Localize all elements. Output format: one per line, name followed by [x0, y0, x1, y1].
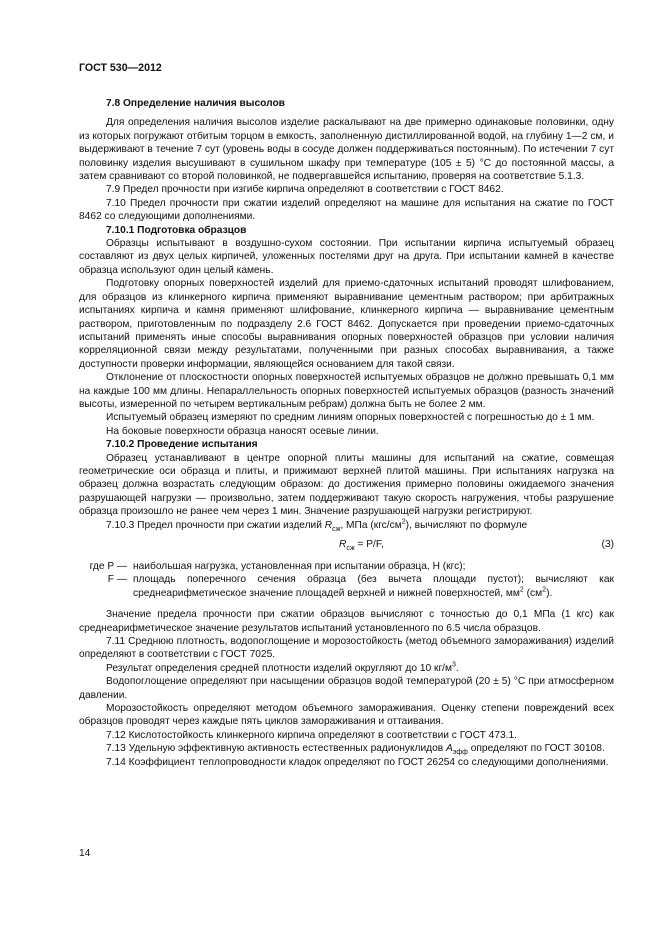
- section-7-10-1-paragraph: Отклонение от плоскостности опорных поверхностей испытуемых образцов не должно превышать 0,1 мм на каждые 100 мм длины. Непараллельность опорных поверхностей испытуемых образцов (разность значений высоты, измеренной по четырем вертикальным ребрам) должна быть не более 2 мм.: [79, 372, 614, 410]
- calculation-paragraph: Значение предела прочности при сжатии образцов вычисляют с точностью до 0,1 МПа (1 кгс) как среднеарифметическое значение результатов испытаний установленного по 6.5 числа образцов.: [79, 609, 614, 634]
- section-7-10-3: 7.10.3 Предел прочности при сжатии изделий $R_{сж}$, МПа $(кгс/см^2)$, вычисляют по формуле: [106, 518, 528, 533]
- formula-3: [79, 536, 614, 554]
- section-7-14: 7.14 Коэффициент теплопроводности кладок определяют по ГОСТ 26254 со следующими дополнениями.: [106, 756, 609, 768]
- frost-resistance-paragraph: Морозостойкость определяют методом объемного замораживания. Оценку степени повреждений всех образцов проводят через каждые пять циклов замораживания и оттаивания.: [79, 703, 614, 728]
- section-7-12: 7.12 Кислотостойкость клинкерного кирпича определяют в соответствии с ГОСТ 473.1.: [106, 729, 517, 741]
- water-absorption-paragraph: Водопоглощение определяют при насыщении образцов водой температурой (20 ± 5) °С при атмосферном давлении.: [79, 676, 614, 701]
- density-paragraph: Результат определения средней плотности изделий округляют до 10 $кг/м^3$.: [106, 661, 459, 674]
- formula-definitions: [79, 560, 614, 600]
- section-7-10: 7.10 Предел прочности при сжатии изделий определяют на машине для испытания на сжатие по ГОСТ 8462 со следующими дополнениями.: [79, 197, 614, 223]
- page-body: [79, 97, 614, 769]
- section-7-9: 7.9 Предел прочности при изгибе кирпича определяют в соответствии с ГОСТ 8462.: [106, 184, 504, 196]
- document-header: ГОСТ 530—2012: [79, 62, 162, 74]
- section-7-10-1-paragraph: На боковые поверхности образца наносят осевые линии.: [106, 425, 379, 437]
- section-7-10-2-title: 7.10.2 Проведение испытания: [106, 439, 258, 451]
- formula-expression: $R_{сж} = P/F$,: [339, 539, 384, 553]
- section-7-10-1-paragraph: Испытуемый образец измеряют по средним линиям опорных поверхностей с погрешностью до ± 1 мм.: [106, 412, 595, 424]
- section-7-10-1-paragraph: Образцы испытывают в воздушно-сухом состоянии. При испытании кирпича испытуемый образец составляют из двух целых кирпичей, уложенных постелями друг на друга. При испытании камней в качестве образца используют один целый камень.: [79, 238, 614, 276]
- section-7-13: 7.13 Удельную эффективную активность естественных радионуклидов $A_{эфф}$ определяют по ГОСТ 30108.: [106, 743, 605, 757]
- section-7-10-1-title: 7.10.1 Подготовка образцов: [106, 224, 247, 236]
- section-7-8-title: 7.8 Определение наличия высолов: [106, 98, 285, 109]
- section-7-10-2-paragraph: Образец устанавливают в центре опорной плиты машины для испытаний на сжатие, совмещая геометрические оси образца и плиты, и прижимают верхней плитой машины. При испытаниях нагрузка на образец должна возрастать следующим образом: до достижения примерно половины ожидаемого значения разрушающей нагрузки — произвольно, затем поддерживают такую скорость нагружения, чтобы разрушение образца произошло не ранее чем через 1 мин. Значение разрушающей нагрузки регистрируют.: [79, 452, 614, 518]
- section-7-11: 7.11 Среднюю плотность, водопоглощение и морозостойкость (метод объемного замораживания) изделий определяют в соответствии с ГОСТ 7025.: [79, 636, 614, 661]
- page-number: 14: [79, 848, 91, 859]
- formula-number: (3): [601, 539, 614, 550]
- section-7-8-text: Для определения наличия высолов изделие раскалывают на две примерно одинаковые половинки, одну из которых погружают отбитым торцом в емкость, заполненную дистиллированной водой, на глубину 1—2 см, и выдерживают в течение 7 сут (уровень воды в сосуде должен поддерживаться постоянным). По истечении 7 сут половинку изделия высушивают в сушильном шкафу при температуре (105 ± 5) °С до постоянной массы, а затем сравнивают со второй половинкой, не подвергавшейся испытанию, проверяя на соответствие 5.1.3.: [79, 117, 614, 183]
- definition-f: F — площадь поперечного сечения образца (без вычета площади пустот); вычисляют как среднеарифметическое значение площадей верхней и нижней поверхностей, $мм^2$ $(см^2)$.: [107, 574, 614, 599]
- section-7-10-1-paragraph: Подготовку опорных поверхностей изделий для приемо-сдаточных испытаний проводят шлифованием, для образцов из клинкерного кирпича применяют выравнивание цементным раствором; при арбитражных испытаниях кирпича и камня применяют шлифование, клинкерного кирпича — выравнивание цементным раствором, приготовленным по подразделу 2.6 ГОСТ 8462. Допускается при проведении приемо-сдаточных испытаний применять иные способы выравнивания опорных поверхностей образцов при условии наличия корреляционной связи между результатами, полученными при разных способах выравнивания, а также доступности проверки информации, являющейся основанием для такой связи.: [79, 278, 614, 370]
- definition-p: где P — наибольшая нагрузка, установленная при испытании образца, Н (кгс);: [89, 561, 466, 572]
